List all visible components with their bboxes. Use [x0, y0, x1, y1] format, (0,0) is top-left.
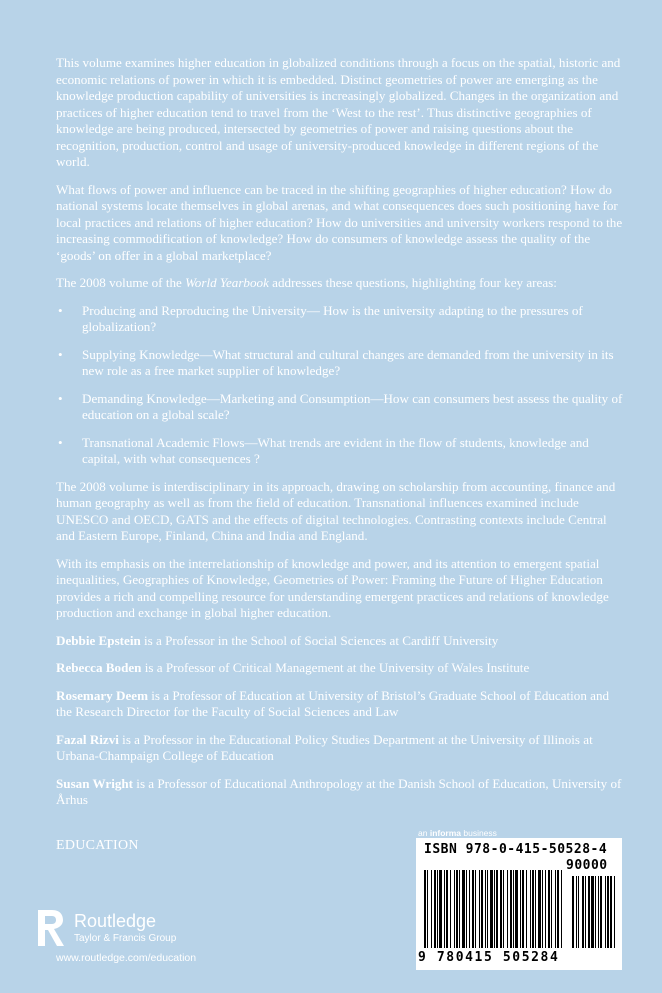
barcode-icon — [422, 858, 618, 950]
back-cover-text — [56, 55, 628, 820]
price-code: 90000 — [566, 858, 608, 873]
price-barcode-bar — [572, 876, 574, 948]
editor-description: is a Professor of Education at University of Bristol’s Graduate School of Education and the Research Director for the Faculty of Social Sciences and Law — [56, 687, 610, 719]
barcode-bar — [446, 870, 448, 948]
price-barcode-bar — [598, 876, 599, 948]
barcode-bar — [542, 870, 543, 948]
bullet-icon: • — [58, 434, 63, 450]
editor-name: Debbie Epstein — [56, 632, 141, 648]
editor-bio — [56, 776, 628, 809]
barcode-bar — [444, 870, 445, 948]
barcode-bar — [437, 870, 438, 948]
routledge-r-logo-icon — [36, 908, 66, 948]
barcode-bar — [479, 870, 480, 948]
editor-name: Susan Wright — [56, 775, 134, 791]
price-barcode-bar — [605, 876, 606, 948]
price-barcode-bar — [585, 876, 586, 948]
bullet-icon: • — [58, 390, 63, 406]
publisher-group: Taylor & Francis Group — [74, 933, 177, 944]
barcode-bar — [545, 870, 546, 948]
barcode-bar — [481, 870, 483, 948]
ean-digits: 9 780415 505284 — [418, 950, 560, 965]
barcode-bar — [434, 870, 436, 948]
barcode-bar — [424, 870, 426, 948]
barcode-bar — [526, 870, 527, 948]
editor-bio — [56, 688, 628, 721]
barcode-bar — [462, 870, 465, 948]
barcode-bar — [475, 870, 476, 948]
barcode-bar — [532, 870, 534, 948]
price-barcode-bar — [610, 876, 612, 948]
editor-description: is a Professor of Educational Anthropology at the Danish School of Education, University of Århus — [56, 775, 622, 807]
barcode-bar — [520, 870, 521, 948]
barcode-bar — [510, 870, 512, 948]
key-areas-list — [56, 303, 628, 468]
price-barcode-bar — [600, 876, 602, 948]
subject-category: EDUCATION — [56, 838, 139, 853]
list-item — [56, 303, 628, 336]
informa-business-label — [418, 828, 497, 838]
price-barcode-bar — [595, 876, 596, 948]
barcode-bar — [548, 870, 550, 948]
barcode-bar — [530, 870, 531, 948]
barcode-bar — [555, 870, 556, 948]
editor-bio — [56, 732, 628, 765]
barcode-bar — [507, 870, 508, 948]
price-barcode-bar — [582, 876, 584, 948]
informa-prefix: an — [418, 828, 430, 838]
intro-paragraph-2: What flows of power and influence can be traced in the shifting geographies of higher education? How do national systems locate themselves in global arenas, and what consequences does such positioning have for local practices and relations of higher education? How do universities and university workers respond to the increasing commodification of knowledge? How do consumers of knowledge assess the quality of the ‘goods’ on offer in a global marketplace? — [56, 181, 623, 263]
barcode-bar — [427, 870, 428, 948]
informa-suffix: business — [461, 828, 497, 838]
barcode-bar — [459, 870, 460, 948]
price-barcode-bar — [607, 876, 609, 948]
barcode-bar — [515, 870, 518, 948]
barcode-bar — [557, 870, 559, 948]
editor-name: Rosemary Deem — [56, 687, 148, 703]
yearbook-title: World Yearbook — [185, 275, 269, 290]
barcode-bar — [454, 870, 455, 948]
list-item-text: Demanding Knowledge—Marketing and Consumption—How can consumers best assess the quality of education on a global scale? — [82, 390, 623, 422]
list-item-text: Producing and Reproducing the University— How is the university adapting to the pressures of globalization? — [82, 302, 583, 334]
barcode-bar — [522, 870, 524, 948]
barcode-bar — [485, 870, 486, 948]
isbn-barcode — [416, 838, 622, 970]
barcode-bar — [472, 870, 474, 948]
price-barcode-bar — [576, 876, 577, 948]
intro-paragraph-1: This volume examines higher education in globalized conditions through a focus on the spatial, historic and economic relations of power in which it is embedded. Distinct geometries of power are emerging as the knowledge production capability of universities is increasingly globalized. Changes in the organization and practices of higher education tend to travel from the ‘West to the rest’. Thus distinctive geographies of knowledge are being produced, intersected by geometries of power and raising questions about the recognition, production, control and usage of university-produced knowledge in different regions of the world. — [56, 55, 621, 169]
editor-bio — [56, 660, 628, 677]
price-barcode-bar — [591, 876, 594, 948]
list-item-text: Transnational Academic Flows—What trends are evident in the flow of students, knowledge and capital, with what consequences ? — [82, 434, 589, 466]
barcode-bar — [450, 870, 451, 948]
barcode-bar — [431, 870, 432, 948]
barcode-bar — [551, 870, 552, 948]
bullet-icon: • — [58, 346, 63, 362]
publisher-url[interactable]: www.routledge.com/education — [56, 952, 197, 964]
informa-brand: informa — [429, 828, 461, 838]
price-barcode-bar — [588, 876, 590, 948]
barcode-bar — [490, 870, 493, 948]
bullet-icon: • — [58, 302, 63, 318]
barcode-bar — [439, 870, 442, 948]
editor-bio — [56, 633, 628, 650]
closing-paragraph-1: The 2008 volume is interdisciplinary in its approach, drawing on scholarship from accounting, finance and human geography as well as from the field of education. Transnational influences examined include UNESCO and OECD, GATS and the effects of digital technologies. Contrasting contexts include Central and Eastern Europe, Finland, China and India and England. — [56, 478, 616, 543]
barcode-bar — [535, 870, 536, 948]
list-item — [56, 391, 628, 424]
barcode-bar — [513, 870, 514, 948]
barcode-bar — [496, 870, 498, 948]
key-areas-intro-before: The 2008 volume of the — [56, 275, 186, 290]
list-item — [56, 347, 628, 380]
barcode-bar — [494, 870, 495, 948]
barcode-bar — [503, 870, 504, 948]
barcode-bar — [469, 870, 470, 948]
barcode-bar — [500, 870, 502, 948]
editor-description: is a Professor in the Educational Policy Studies Department at the University of Illinois at Urbana-Champaign College of Education — [56, 731, 593, 763]
key-areas-intro — [56, 275, 628, 292]
editor-description: is a Professor in the School of Social Sciences at Cardiff University — [140, 632, 499, 648]
barcode-bar — [466, 870, 467, 948]
barcode-bar — [561, 870, 562, 948]
editor-name: Fazal Rizvi — [56, 731, 119, 747]
price-barcode-bar — [578, 876, 579, 948]
closing-paragraph-2: With its emphasis on the interrelationship of knowledge and power, and its attention to emergent spatial inequalities, Geographies of Knowledge, Geometries of Power: Framing the Future of Higher Education provides a rich and compelling resource for understanding emergent practices and relations of knowledge production and exchange in global higher education. — [56, 555, 609, 620]
isbn-number: ISBN 978-0-415-50528-4 — [424, 842, 608, 857]
list-item-text: Supplying Knowledge—What structural and cultural changes are demanded from the university in its new role as a free market supplier of knowledge? — [82, 346, 614, 378]
barcode-bar — [538, 870, 541, 948]
publisher-logo — [36, 908, 206, 948]
list-item — [56, 435, 628, 468]
editor-description: is a Professor of Critical Management at the University of Wales Institute — [141, 660, 530, 675]
key-areas-intro-after: addresses these questions, highlighting four key areas: — [268, 275, 557, 290]
barcode-bar — [456, 870, 458, 948]
editor-name: Rebecca Boden — [56, 660, 142, 675]
barcode-bar — [487, 870, 488, 948]
price-barcode-bar — [614, 876, 615, 948]
publisher-name: Routledge — [74, 911, 157, 931]
